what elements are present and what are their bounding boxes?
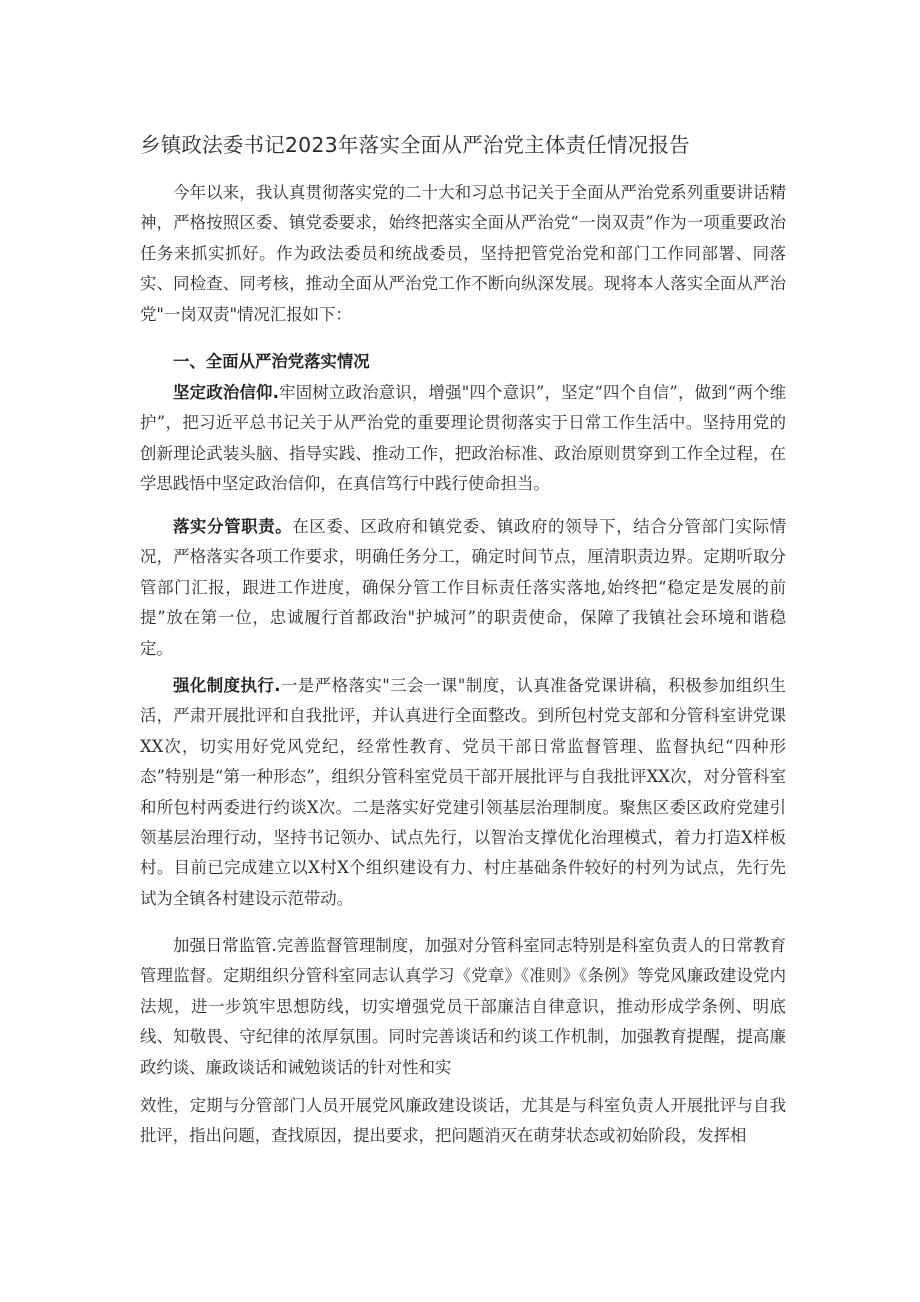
- paragraph-political-belief: [140, 378, 786, 500]
- paragraph-lead: 强化制度执行.: [173, 676, 281, 695]
- paragraph-text: 牢固树立政治意识，增强"四个意识”，坚定“四个自信”，做到“两个维护”，把习近平总书记关于从严治党的重要理论贯彻落实于日常工作生活中。坚持用党的创新理论武装头脑、指导实践、推动工作，把政治标准、政治原则贯穿到工作全过程，在学思践悟中坚定政治信仰，在真信笃行中践行使命担当。: [140, 383, 786, 494]
- paragraph-system-execution: [140, 671, 786, 914]
- paragraph-text: 完善监督管理制度，加强对分管科室同志特别是科室负责人的日常教育管理监督。定期组织分管科室同志认真学习《党章》《准则》《条例》等党风廉政建设党内法规，进一步筑牢思想防线，切实增强党员干部廉洁自律意识，推动形成学条例、明底线、知敬畏、守纪律的浓厚氛围。同时完善谈话和约谈工作机制，加强教育提醒，提高廉政约谈、廉政谈话和诫勉谈话的针对性和实: [140, 936, 787, 1077]
- paragraph-daily-supervision: [140, 931, 786, 1083]
- document-title: 乡镇政法委书记2023年落实全面从严治党主体责任情况报告: [140, 133, 690, 157]
- section-heading: 一、全面从严治党落实情况: [173, 352, 370, 371]
- intro-paragraph: 今年以来，我认真贯彻落实党的二十大和习总书记关于全面从严治党系列重要讲话精神，严格按照区委、镇党委要求，始终把落实全面从严治党“一岗双责”作为一项重要政治任务来抓实抓好。作为政法委员和统战委员，坚持把管党治党和部门工作同部署、同落实、同检查、同考核，推动全面从严治党工作不断向纵深发展。现将本人落实全面从严治党"一岗双责"情况汇报如下：: [140, 183, 786, 324]
- paragraph-lead: 落实分管职责。: [173, 517, 293, 536]
- paragraph-lead: 加强日常监管.: [173, 936, 277, 955]
- continuation-paragraph: 效性，定期与分管部门人员开展党风廉政建设谈话，尤其是与科室负责人开展批评与自我批评，指出问题，查找原因，提出要求，把问题消灭在萌芽状态或初始阶段，发挥相: [140, 1096, 786, 1146]
- paragraph-lead: 坚定政治信仰.: [173, 383, 279, 402]
- paragraph-duties: [140, 512, 786, 664]
- paragraph-text: 在区委、区政府和镇党委、镇政府的领导下，结合分管部门实际情况，严格落实各项工作要求，明确任务分工，确定时间节点，厘清职责边界。定期听取分管部门汇报，跟进工作进度，确保分管工作目标责任落实落地,始终把“稳定是发展的前提”放在第一位，忠诚履行首都政治"护城河”的职责使命，保障了我镇社会环境和谐稳定。: [140, 517, 787, 658]
- paragraph-text: 一是严格落实"三会一课"制度，认真准备党课讲稿，积极参加组织生活，严肃开展批评和自我批评，并认真进行全面整改。到所包村党支部和分管科室讲党课XX次，切实用好党风党纪，经常性教育、党员干部日常监督管理、监督执纪“四种形态”特别是“第一种形态”，组织分管科室党员干部开展批评与自我批评XX次，对分管科室和所包村两委进行约谈X次。二是落实好党建引领基层治理制度。聚焦区委区政府党建引领基层治理行动，坚持书记领办、试点先行，以智治支撑优化治理模式，着力打造X样板村。目前已完成建立以X村X个组织建设有力、村庄基础条件较好的村列为试点，先行先试为全镇各村建设示范带动。: [140, 676, 786, 908]
